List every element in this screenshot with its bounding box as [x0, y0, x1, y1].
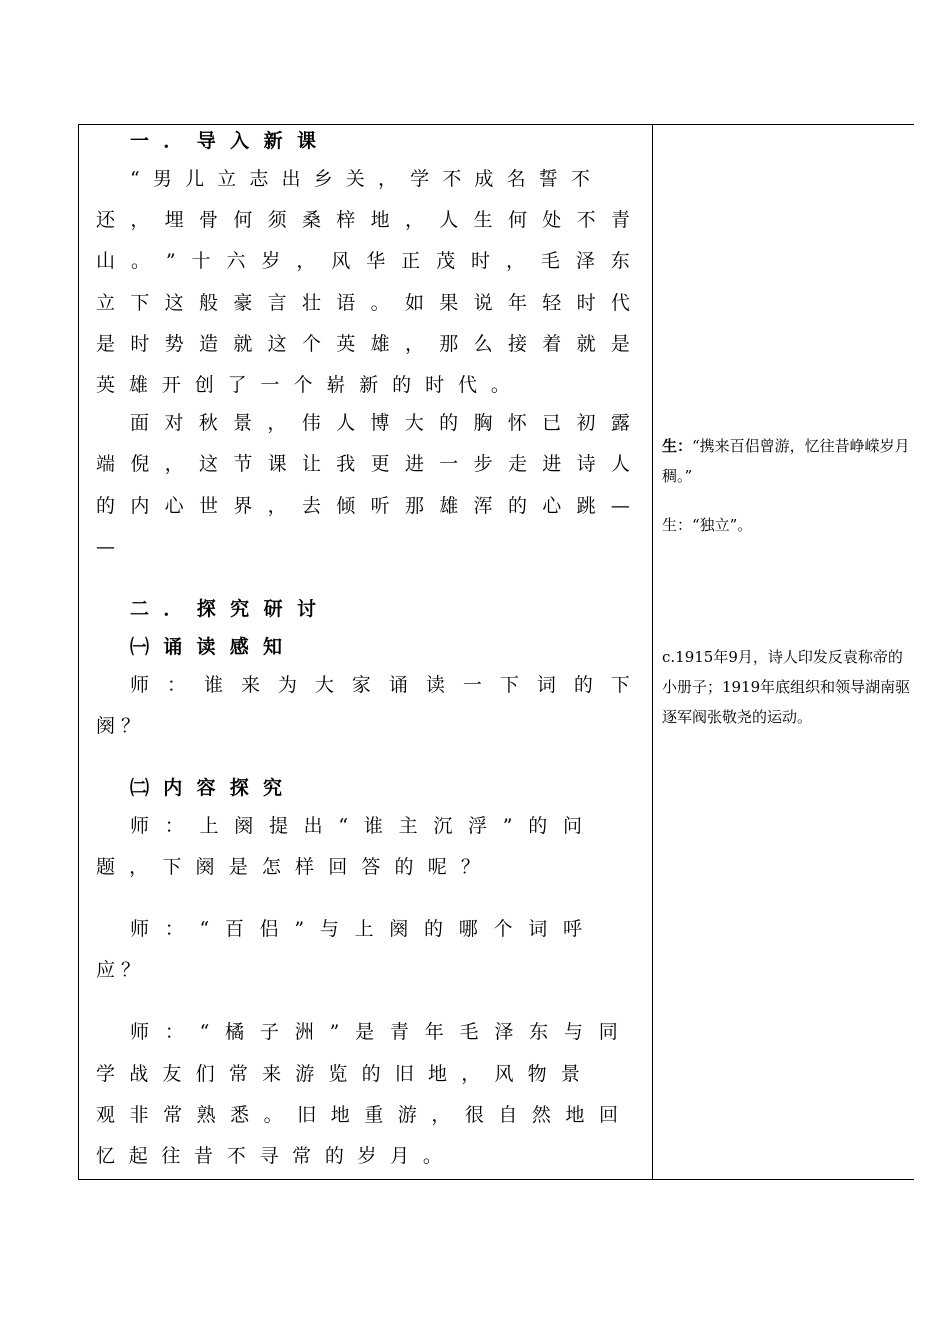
body-text-line: —: [96, 536, 115, 558]
body-text-line: 阕 ？: [96, 715, 140, 737]
body-text-line: 学 战 友 们 常 来 游 览 的 旧 地 ， 风 物 景: [96, 1063, 580, 1085]
section-heading: 一 ． 导 入 新 课: [130, 130, 316, 152]
margin-note: [662, 510, 912, 540]
note-label: 生：: [662, 437, 693, 455]
body-text-line: 面 对 秋 景 ， 伟 人 博 大 的 胸 怀 已 初 露: [130, 412, 630, 434]
body-text-line: 师 ： 上 阕 提 出 “ 谁 主 沉 浮 ” 的 问: [130, 815, 582, 837]
column-divider: [652, 124, 653, 1180]
body-text-line: 的 内 心 世 界 ， 去 倾 听 那 雄 浑 的 心 跳 —: [96, 495, 630, 517]
section-heading: ㈠ 诵 读 感 知: [130, 636, 282, 658]
body-text-line: 还 ， 埋 骨 何 须 桑 梓 地 ， 人 生 何 处 不 青: [96, 209, 630, 231]
body-text-line: 应 ？: [96, 959, 140, 981]
note-text: c.1915年9月，诗人印发反袁称帝的小册子；1919年底组织和领导湖南驱逐军阀张敬尧的运动。: [662, 648, 911, 726]
body-text-line: 师 ： “ 橘 子 洲 ” 是 青 年 毛 泽 东 与 同: [130, 1021, 618, 1043]
section-heading: ㈡ 内 容 探 究: [130, 777, 282, 799]
table-top-border: [78, 124, 914, 125]
body-text-line: 山 。 ” 十 六 岁 ， 风 华 正 茂 时 ， 毛 泽 东: [96, 250, 630, 272]
body-text-line: 英 雄 开 创 了 一 个 崭 新 的 时 代 。: [96, 374, 510, 396]
body-text-line: 立 下 这 般 豪 言 壮 语 。 如 果 说 年 轻 时 代: [96, 292, 630, 314]
note-text: 生：“独立”。: [662, 516, 753, 534]
body-text-line: “ 男 儿 立 志 出 乡 关 ， 学 不 成 名 誓 不: [130, 168, 590, 190]
body-text-line: 师 ： “ 百 侣 ” 与 上 阕 的 哪 个 词 呼: [130, 918, 582, 940]
note-text: “携来百侣曾游，忆往昔峥嵘岁月稠。”: [662, 437, 910, 485]
table-left-border: [78, 124, 79, 1180]
margin-note: [662, 431, 912, 491]
section-heading: 二 ． 探 究 研 讨: [130, 598, 316, 620]
body-text-line: 观 非 常 熟 悉 。 旧 地 重 游 ， 很 自 然 地 回: [96, 1104, 618, 1126]
margin-note: [662, 642, 912, 732]
body-text-line: 师 ： 谁 来 为 大 家 诵 读 一 下 词 的 下: [130, 674, 630, 696]
table-bottom-border: [78, 1179, 914, 1180]
body-text-line: 题 ， 下 阕 是 怎 样 回 答 的 呢 ？: [96, 856, 480, 878]
body-text-line: 端 倪 ， 这 节 课 让 我 更 进 一 步 走 进 诗 人: [96, 453, 630, 475]
body-text-line: 忆 起 往 昔 不 寻 常 的 岁 月 。: [96, 1145, 442, 1167]
body-text-line: 是 时 势 造 就 这 个 英 雄 ， 那 么 接 着 就 是: [96, 333, 630, 355]
